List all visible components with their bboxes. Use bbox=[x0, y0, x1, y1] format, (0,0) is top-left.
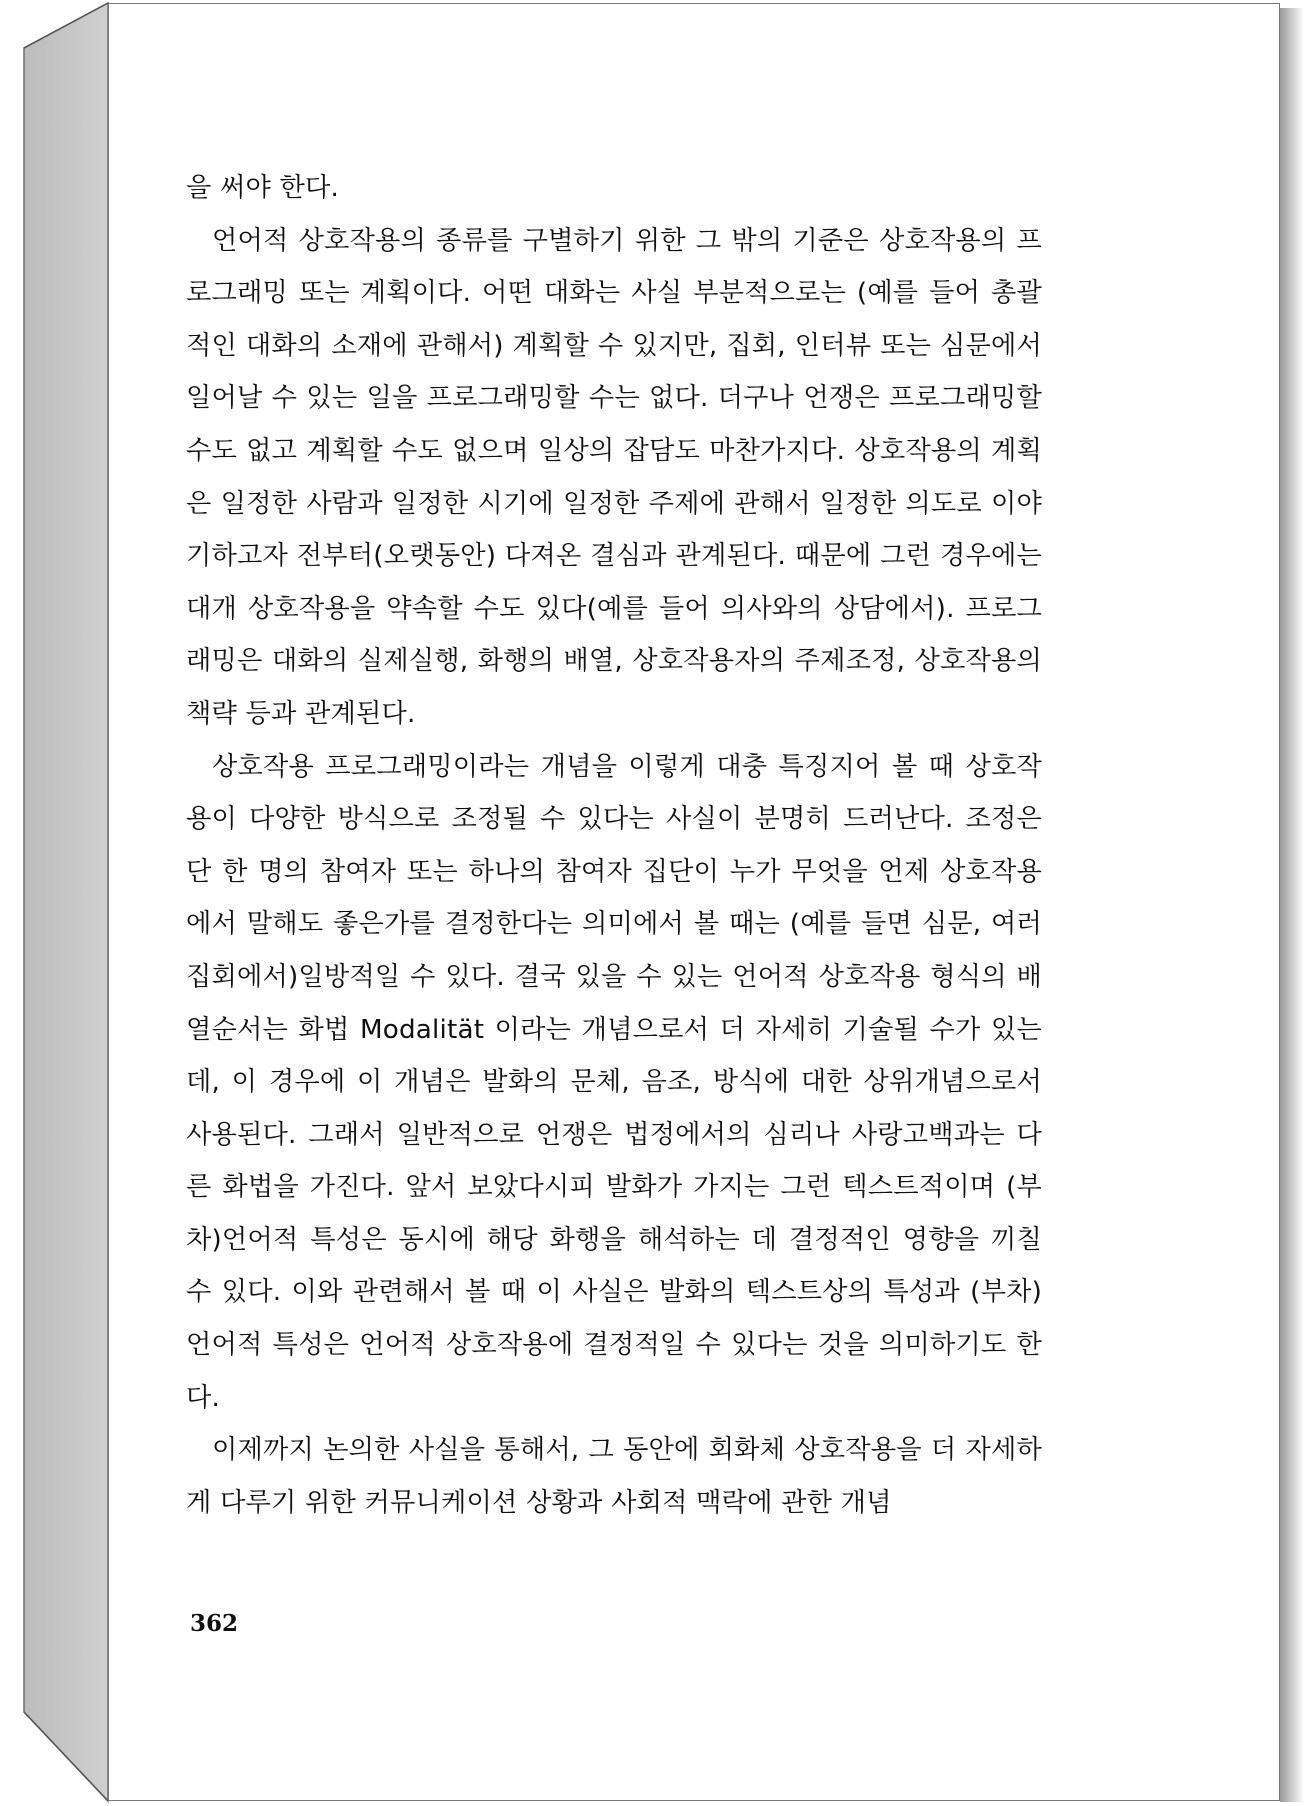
paragraph: 언어적 상호작용의 종류를 구별하기 위한 그 밖의 기준은 상호작용의 프로그래밍 또는 계획이다. 어떤 대화는 사실 부분적으로는 (예를 들어 총괄적인 대화의 소재에 관해서) 계획할 수 있지만, 집회, 인터뷰 또는 심문에서 일어날 수 있는 일을 프로그래밍할 수는 없다. 더구나 언쟁은 프로그래밍할 수도 없고 계획할 수도 없으며 일상의 잡담도 마찬가지다. 상호작용의 계획은 일정한 사람과 일정한 시기에 일정한 주제에 관해서 일정한 의도로 이야기하고자 전부터(오랫동안) 다져온 결심과 관계된다. 때문에 그런 경우에는 대개 상호작용을 약속할 수도 있다(예를 들어 의사와의 상담에서). 프로그래밍은 대화의 실제실행, 화행의 배열, 상호작용자의 주제조정, 상호작용의 책략 등과 관계된다. bbox=[186, 225, 1042, 729]
page-number: 362 bbox=[190, 1610, 239, 1637]
book-edge bbox=[0, 0, 120, 1806]
paragraph: 상호작용 프로그래밍이라는 개념을 이렇게 대충 특징지어 볼 때 상호작용이 다양한 방식으로 조정될 수 있다는 사실이 분명히 드러난다. 조정은 단 한 명의 참여자 또는 하나의 참여자 집단이 누가 무엇을 언제 상호작용에서 말해도 좋은가를 결정한다는 의미에서 볼 때는 (예를 들면 심문, 여러 집회에서)일방적일 수 있다. 결국 있을 수 있는 언어적 상호작용 형식의 배열순서는 화법 Modalität 이라는 개념으로서 더 자세히 기술될 수가 있는데, 이 경우에 이 개념은 발화의 문체, 음조, 방식에 대한 상위개념으로서 사용된다. 그래서 일반적으로 언쟁은 법정에서의 심리나 사랑고백과는 다른 화법을 가진다. 앞서 보았다시피 발화가 가지는 그런 텍스트적이며 (부차)언어적 특성은 동시에 해당 화행을 해석하는 데 결정적인 영향을 끼칠 수 있다. 이와 관련해서 볼 때 이 사실은 발화의 텍스트상의 특성과 (부차)언어적 특성은 언어적 상호작용에 결정적일 수 있다는 것을 의미하기도 한다. bbox=[186, 751, 1042, 1413]
paragraph-continuation: 을 써야 한다. bbox=[186, 173, 340, 203]
page-shadow bbox=[1280, 8, 1304, 1802]
paragraph: 이제까지 논의한 사실을 통해서, 그 동안에 회화체 상호작용을 더 자세하게 다루기 위한 커뮤니케이션 상황과 사회적 맥락에 관한 개념 bbox=[186, 1435, 1042, 1518]
page-body bbox=[186, 162, 1042, 1529]
